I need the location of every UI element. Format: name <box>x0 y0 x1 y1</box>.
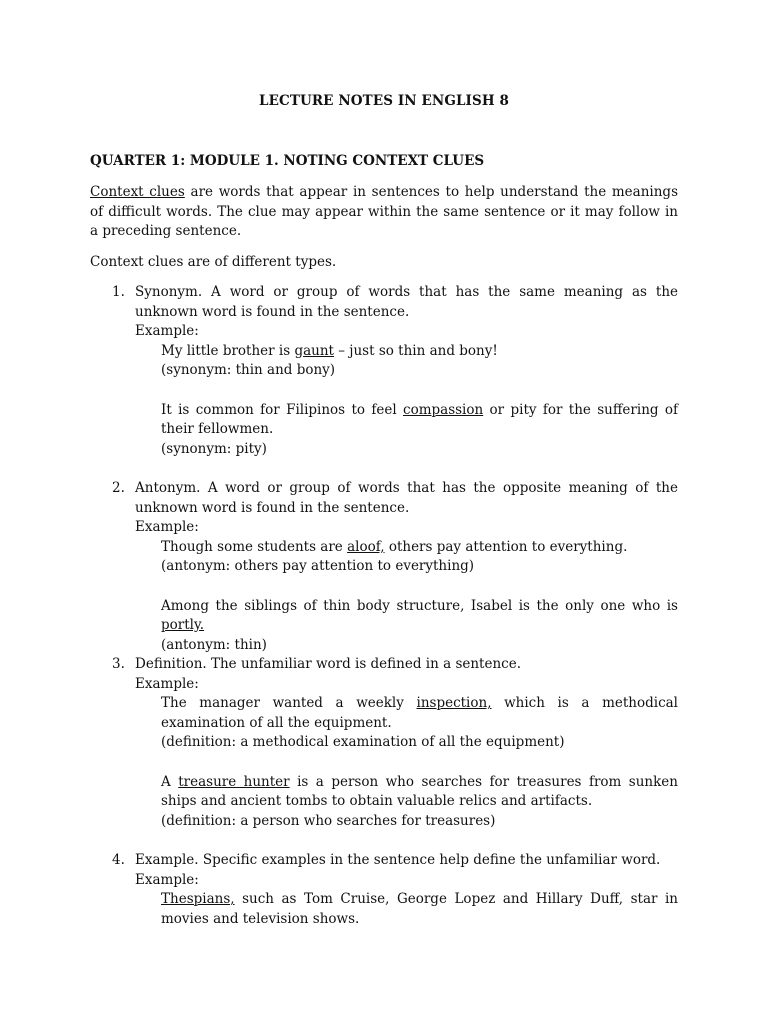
example-term: inspection, <box>416 695 492 712</box>
list-item-synonym <box>90 283 678 459</box>
example-term: aloof, <box>347 538 385 555</box>
list-number: 4. <box>112 852 125 868</box>
list-number: 3. <box>112 656 125 672</box>
item-description: Antonym. A word or group of words that has the opposite meaning of the unknown word is found in the sentence. <box>135 480 678 516</box>
example-sentence: Among the siblings of thin body structure, Isabel is the only one who is portly. <box>161 597 678 634</box>
intro-term: Context clues <box>90 184 185 200</box>
example-label: Example: <box>135 323 199 340</box>
example-term: compassion <box>403 401 484 418</box>
example-note: (synonym: thin and bony) <box>161 362 336 379</box>
example-label: Example: <box>135 675 199 692</box>
document-title: LECTURE NOTES IN ENGLISH 8 <box>259 93 509 109</box>
example-term: Thespians, <box>161 891 235 908</box>
example-note: (definition: a methodical examination of all the equipment) <box>161 734 565 751</box>
list-number: 1. <box>112 284 125 300</box>
example-sentence: Though some students are aloof, others pay attention to everything. <box>161 538 628 555</box>
list-item-example <box>90 851 678 929</box>
item-description: Example. Specific examples in the sentence help define the unfamiliar word. <box>135 852 661 868</box>
module-heading: QUARTER 1: MODULE 1. NOTING CONTEXT CLUES <box>90 153 485 169</box>
example-sentence: It is common for Filipinos to feel compassion or pity for the suffering of their fellowmen. <box>161 401 679 438</box>
intro-paragraph <box>90 183 678 242</box>
types-intro: Context clues are of different types. <box>90 254 337 270</box>
example-note: (antonym: thin) <box>161 636 267 653</box>
example-sentence: Thespians, such as Tom Cruise, George Lopez and Hillary Duff, star in movies and television shows. <box>161 891 678 927</box>
list-number: 2. <box>112 480 125 496</box>
item-description: Definition. The unfamiliar word is defined in a sentence. <box>135 656 522 672</box>
example-note: (antonym: others pay attention to everything) <box>161 558 475 575</box>
item-description: Synonym. A word or group of words that has the same meaning as the unknown word is found in the sentence. <box>135 284 678 320</box>
example-label: Example: <box>135 871 199 888</box>
list-item-definition <box>90 655 678 831</box>
example-sentence: The manager wanted a weekly inspection, which is a methodical examination of all the equipment. <box>161 695 678 731</box>
example-term: treasure hunter <box>178 773 290 790</box>
example-term: gaunt <box>294 342 334 359</box>
example-label: Example: <box>135 519 199 536</box>
intro-text: are words that appear in sentences to help understand the meanings of difficult words. The clue may appear within the same sentence or it may follow in a preceding sentence. <box>90 184 678 240</box>
list-item-antonym <box>90 479 678 655</box>
example-note: (synonym: pity) <box>161 440 267 457</box>
example-term: portly. <box>161 617 205 634</box>
example-sentence: A treasure hunter is a person who searches for treasures from sunken ships and ancient tombs to obtain valuable relics and artifacts. <box>161 773 678 810</box>
example-note: (definition: a person who searches for treasures) <box>161 812 496 829</box>
example-sentence: My little brother is gaunt – just so thin and bony! <box>161 342 498 359</box>
